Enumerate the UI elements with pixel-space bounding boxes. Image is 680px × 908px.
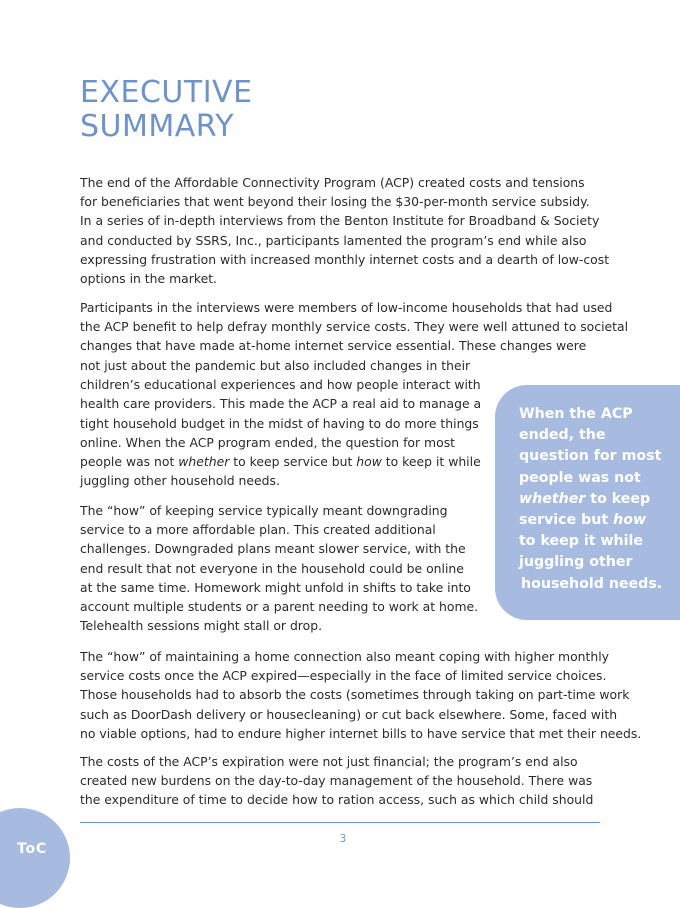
paragraph-line: and conducted by SSRS, Inc., participants lamented the program’s end while also [80, 232, 587, 248]
emphasis-whether: whether [178, 454, 230, 470]
pull-quote-line: juggling other [519, 554, 633, 571]
text-run: to keep [585, 490, 651, 507]
footer-divider [80, 822, 600, 823]
pull-quote-line: ended, the [519, 427, 606, 444]
page-title-line-1: EXECUTIVE [80, 75, 253, 110]
text-run: to keep it while [381, 454, 481, 470]
paragraph-line: service costs once the ACP expired—especially in the face of limited service choices. [80, 668, 607, 684]
paragraph-line: Those households had to absorb the costs (sometimes through taking on part-time work [80, 687, 630, 703]
paragraph-line: health care providers. This made the ACP a real aid to manage a [80, 396, 482, 412]
paragraph-participants-continued [80, 356, 485, 490]
paragraph-line: The “how” of maintaining a home connection also meant coping with higher monthly [80, 649, 610, 664]
paragraph-line: created new burdens on the day-to-day management of the household. There was [80, 773, 593, 789]
paragraph-line: end result that not everyone in the household could be online [80, 560, 464, 576]
pull-quote-line: question for most [519, 448, 662, 465]
pull-quote-line: When the ACP [519, 406, 633, 422]
page-title-line-2: SUMMARY [80, 109, 235, 144]
paragraph-downgrading [80, 501, 485, 635]
emphasis-how: how [356, 454, 382, 470]
paragraph-line: tight household budget in the midst of having to do more things [80, 415, 479, 431]
toc-tab[interactable] [0, 808, 70, 908]
paragraph-line: expressing frustration with increased monthly internet costs and a dearth of low-cost [80, 251, 610, 267]
paragraph-line: online. When the ACP program ended, the question for most [80, 434, 456, 450]
paragraph-line: at the same time. Homework might unfold in shifts to take into [80, 579, 471, 595]
paragraph-line: children’s educational experiences and how people interact with [80, 377, 481, 393]
emphasis-whether: whether [519, 490, 586, 507]
text-run: people was not [80, 454, 179, 470]
paragraph-line: The costs of the ACP’s expiration were not just financial; the program’s end also [80, 754, 578, 769]
text-run: to keep service but [229, 454, 357, 470]
paragraph-line: Telehealth sessions might stall or drop. [80, 618, 323, 634]
paragraph-line: the ACP benefit to help defray monthly service costs. They were well attuned to societal [80, 319, 629, 335]
paragraph-higher-costs [80, 647, 642, 743]
paragraph-line: options in the market. [80, 271, 217, 287]
pull-quote-text [519, 404, 679, 595]
paragraph-line: for beneficiaries that went beyond their losing the $30-per-month service subsidy. [80, 194, 590, 210]
paragraph-line: In a series of in-depth interviews from the Benton Institute for Broadband & Society [80, 213, 600, 229]
paragraph-line-with-emphasis [80, 452, 485, 471]
pull-quote-line: to keep it while [519, 533, 644, 550]
pull-quote-line: household needs. [521, 575, 663, 592]
paragraph-participants [80, 298, 629, 356]
paragraph-line: the expenditure of time to decide how to ration access, such as which child should [80, 792, 594, 808]
paragraph-line: The “how” of keeping service typically meant downgrading [80, 503, 448, 518]
paragraph-line: The end of the Affordable Connectivity Program (ACP) created costs and tensions [80, 175, 585, 190]
emphasis-how: how [613, 512, 647, 529]
paragraph-burdens [80, 752, 615, 810]
text-run: service but [519, 512, 614, 529]
pull-quote-line [519, 489, 679, 510]
paragraph-line: no viable options, had to endure higher internet bills to have service that met their needs. [80, 725, 642, 741]
paragraph-line: service to a more affordable plan. This created additional [80, 522, 436, 538]
paragraph-line: changes that have made at-home internet service essential. These changes were [80, 338, 587, 354]
pull-quote-line [519, 510, 679, 531]
paragraph-line: account multiple students or a parent needing to work at home. [80, 599, 479, 615]
paragraph-line: challenges. Downgraded plans meant slower service, with the [80, 541, 466, 557]
paragraph-line: Participants in the interviews were members of low-income households that had used [80, 300, 613, 315]
paragraph-line: such as DoorDash delivery or housecleaning) or cut back elsewhere. Some, faced with [80, 706, 618, 722]
paragraph-intro [80, 173, 615, 288]
pull-quote-line: people was not [519, 469, 641, 486]
pull-quote-callout [495, 385, 680, 620]
page-title [80, 76, 253, 144]
page-number: 3 [339, 833, 347, 845]
paragraph-line: juggling other household needs. [80, 473, 280, 489]
paragraph-line: not just about the pandemic but also included changes in their [80, 358, 471, 373]
toc-link[interactable]: ToC [17, 841, 47, 857]
